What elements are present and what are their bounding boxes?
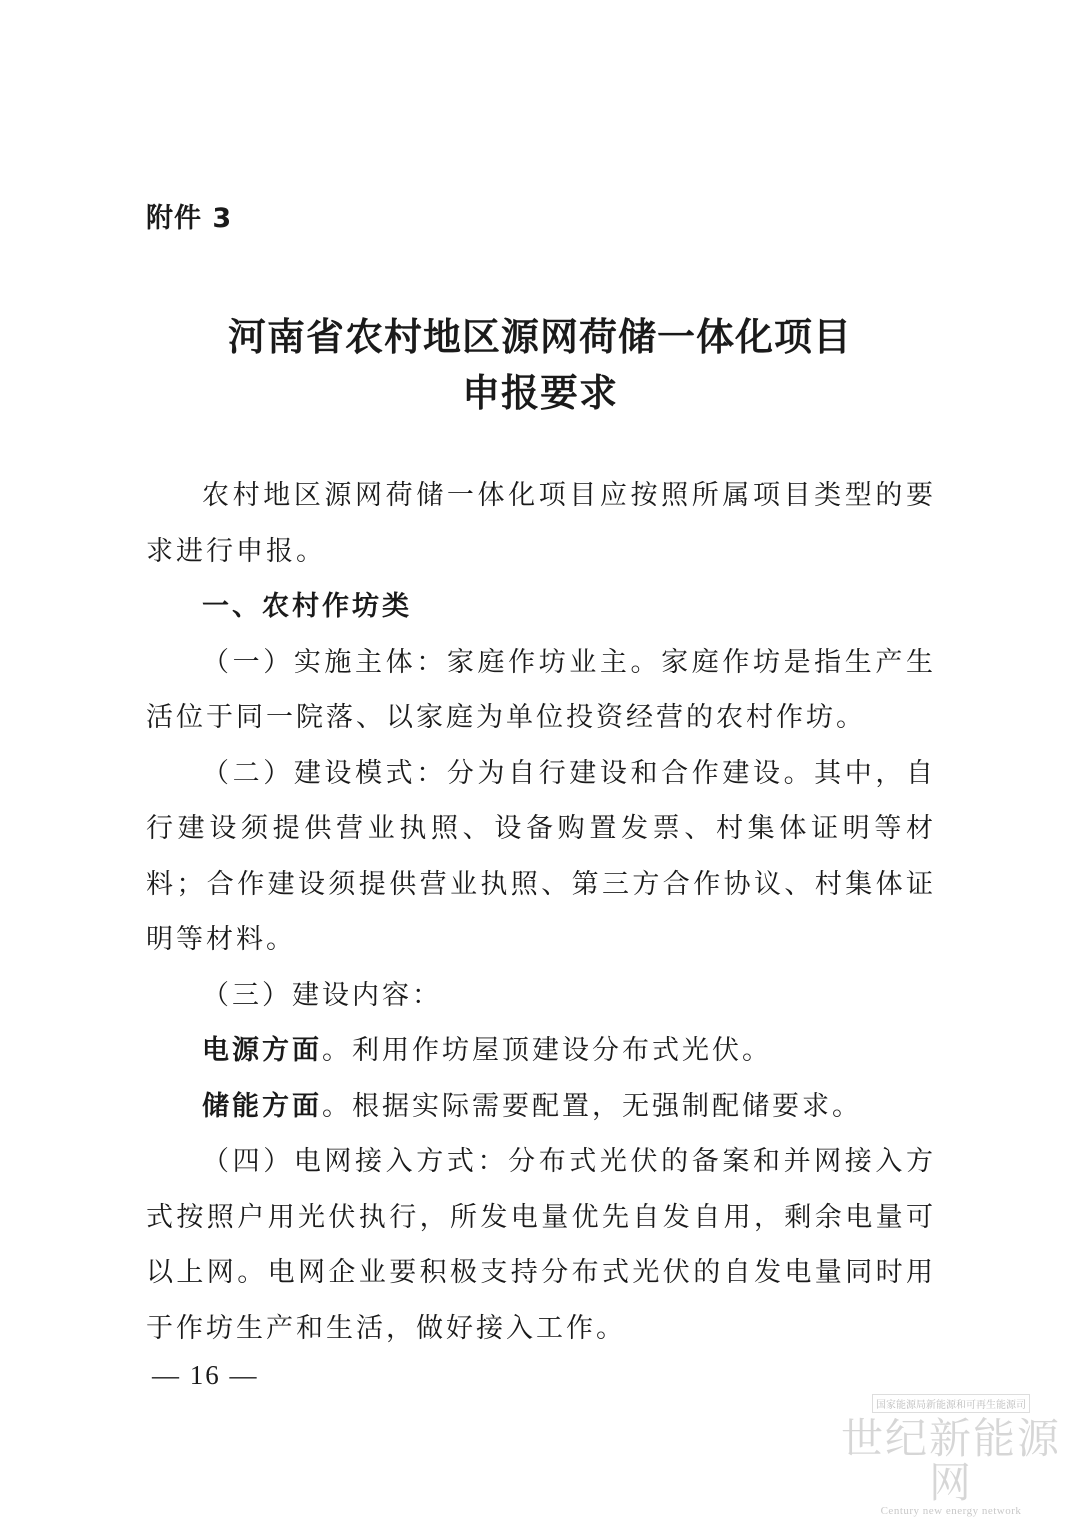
document-title-line2: 申报要求 — [461, 370, 618, 415]
item2-paragraph: （二）建设模式：分为自行建设和合作建设。其中，自行建设须提供营业执照、设备购置发票、村集体证明等材料；合作建设须提供营业执照、第三方合作协议、村集体证明等材料。 — [146, 757, 936, 955]
power-lead: 电源方面 — [202, 1035, 322, 1066]
watermark-main-text: 世纪新能源网 — [840, 1414, 1061, 1507]
watermark — [836, 1394, 1066, 1517]
watermark-top-text: 国家能源局新能源和可再生能源司 — [872, 1394, 1030, 1413]
intro-paragraph: 农村地区源网荷储一体化项目应按照所属项目类型的要求进行申报。 — [146, 480, 936, 567]
section1-heading: 一、农村作坊类 — [202, 591, 412, 622]
item4-paragraph: （四）电网接入方式：分布式光伏的备案和并网接入方式按照户用光伏执行，所发电量优先自发自用，剩余电量可以上网。电网企业要积极支持分布式光伏的自发电量同时用于作坊生产和生活，做好接入工作。 — [146, 1146, 936, 1344]
document-body — [146, 468, 936, 1356]
item1-paragraph: （一）实施主体：家庭作坊业主。家庭作坊是指生产生活位于同一院落、以家庭为单位投资经营的农村作坊。 — [146, 646, 936, 733]
document-title-line1: 河南省农村地区源网荷储一体化项目 — [227, 314, 852, 359]
storage-paragraph — [146, 1079, 936, 1135]
annex-label: 附件 3 — [146, 203, 233, 234]
watermark-sub-text: Century new energy network — [880, 1505, 1022, 1517]
storage-lead: 储能方面 — [202, 1090, 322, 1122]
storage-text: 。根据实际需要配置，无强制配储要求。 — [322, 1090, 862, 1122]
page-number: — 16 — — [152, 1360, 259, 1390]
power-paragraph — [146, 1023, 936, 1079]
power-text: 。利用作坊屋顶建设分布式光伏。 — [322, 1035, 772, 1066]
item3-paragraph: （三）建设内容： — [202, 979, 442, 1011]
